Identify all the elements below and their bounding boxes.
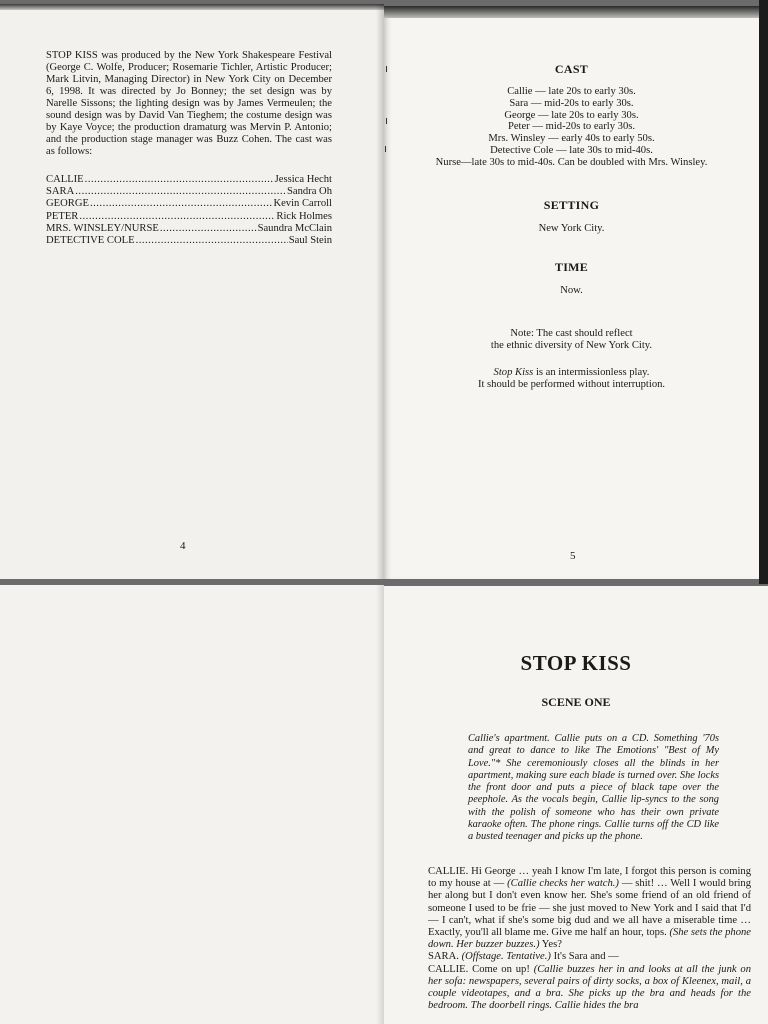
cast-description-line: Detective Cole — late 30s to mid-40s. bbox=[490, 144, 653, 156]
cast-role: GEORGE bbox=[46, 198, 89, 210]
dialogue-line bbox=[428, 951, 751, 963]
cast-role: PETER bbox=[46, 210, 79, 222]
cast-row bbox=[46, 235, 332, 247]
cast-row bbox=[46, 174, 332, 186]
book-page-4 bbox=[0, 4, 384, 579]
scan-edge bbox=[759, 0, 768, 584]
cast-role: CALLIE bbox=[46, 174, 84, 185]
speaker-name: CALLIE. bbox=[428, 866, 469, 877]
cast-description-line: Peter — mid-20s to early 30s. bbox=[507, 121, 636, 133]
cast-heading: CAST bbox=[554, 62, 589, 76]
page-gutter-shadow bbox=[376, 585, 384, 1024]
inline-stage-direction: (Offstage. Tentative.) bbox=[461, 951, 551, 963]
cast-description-line: Nurse—late 30s to mid-40s. Can be doubled with Mrs. Winsley. bbox=[435, 156, 708, 168]
inline-stage-direction: (Callie buzzes her in and looks at all the junk on her sofa: newspapers, several pairs of dirty socks, a box of Kleenex, mail, a couple videotapes, and a bra. She picks up the bra and heads for the bedroom. The doorbell rings. Callie hides the bra bbox=[428, 963, 751, 1012]
cast-role: MRS. WINSLEY/NURSE bbox=[46, 222, 159, 234]
cast-description-line: Mrs. Winsley — early 40s to early 50s. bbox=[488, 133, 655, 145]
book-page-7 bbox=[384, 586, 768, 1024]
cast-actor: Rick Holmes bbox=[276, 210, 332, 222]
play-title-italic: Stop Kiss bbox=[493, 367, 534, 378]
cast-row bbox=[46, 186, 332, 198]
leader-dots bbox=[90, 198, 272, 210]
play-title: STOP KISS bbox=[520, 651, 632, 675]
dialogue-line bbox=[428, 866, 751, 951]
cast-actor: Kevin Carroll bbox=[273, 198, 332, 210]
spoken-text: Hi George … yeah I know I'm late, I forgot this person is coming to my house at — bbox=[428, 866, 751, 890]
cast-description-line: George — late 20s to early 30s. bbox=[504, 109, 639, 121]
cast-row bbox=[46, 223, 332, 235]
cast-description-line: Sara — mid-20s to early 30s. bbox=[509, 97, 634, 109]
setting-heading: SETTING bbox=[543, 198, 600, 212]
dialogue-line bbox=[428, 964, 751, 1013]
intermission-note bbox=[384, 367, 759, 391]
spoken-text: Come on up! bbox=[468, 963, 534, 975]
page-number: 4 bbox=[180, 540, 186, 552]
diversity-note-line: the ethnic diversity of New York City. bbox=[490, 339, 653, 351]
page-top-edge bbox=[0, 4, 384, 10]
inline-stage-direction: (She sets the phone down. Her buzzer buzzes.) bbox=[428, 927, 752, 951]
leader-dots bbox=[75, 186, 286, 198]
cast-actor: Saul Stein bbox=[288, 235, 332, 247]
cast-row bbox=[46, 198, 332, 210]
cast-actor: Jessica Hecht bbox=[274, 174, 332, 185]
speaker-name: SARA. bbox=[428, 951, 459, 963]
page-gutter-shadow bbox=[376, 4, 384, 579]
diversity-note-line: Note: The cast should reflect bbox=[510, 328, 633, 339]
setting-text: New York City. bbox=[538, 223, 605, 234]
spoken-text: — shit! … Well I would bring her along but I don't even know her. She's some friend of an old friend of someone I used to be frie — she just moved to New York and I said that I'd — I can't, what if she's some big dud and we all have a miserable time … Exactly, you'll all blame me. Give me half an hour, tops. bbox=[428, 878, 752, 939]
spoken-text: Yes? bbox=[539, 939, 562, 951]
opening-stage-direction: Callie's apartment. Callie puts on a CD. Something '70s and great to dance to like The Emotions' "Best of My Love."* She ceremoniously closes all the blinds in her apartment, making sure each blade is turned over. She locks the front door and puts a piece of black tape over the peephole. As the vocals begin, Callie lip-syncs to the song with the polish of someone who has their own private karaoke often. The phone rings. Callie turns off the CD like a busted teenager and picks up the phone. bbox=[468, 733, 719, 843]
leader-dots bbox=[160, 223, 257, 235]
dialogue-block bbox=[428, 866, 751, 1012]
page-number: 5 bbox=[570, 550, 576, 562]
cast-actor: Saundra McClain bbox=[257, 222, 332, 234]
scene-heading: SCENE ONE bbox=[541, 695, 611, 709]
book-page-5 bbox=[384, 6, 759, 579]
cast-row bbox=[46, 211, 332, 223]
intermission-note-line: It should be performed without interruption. bbox=[477, 378, 666, 390]
original-cast-list bbox=[46, 174, 332, 247]
inline-stage-direction: (Callie checks her watch.) bbox=[507, 878, 619, 890]
diversity-note bbox=[384, 328, 759, 352]
leader-dots bbox=[136, 235, 288, 247]
page-top-edge bbox=[384, 6, 759, 18]
leader-dots bbox=[85, 174, 274, 186]
time-text: Now. bbox=[560, 285, 583, 296]
speaker-name: CALLIE. bbox=[428, 963, 469, 975]
production-note: STOP KISS was produced by the New York Shakespeare Festival (George C. Wolfe, Producer; Rosemarie Tichler, Artistic Producer; Mark Litvin, Managing Director) in New York City on December 6, 1998. It was directed by Jo Bonney; the set design was by Narelle Sissons; the lighting design was by James Vermeulen; the sound design was by David Van Tieghem; the costume design was by Kaye Voyce; the production dramaturg was Mervin P. Antonio; and the production stage manager was Buzz Cohen. The cast was as follows: bbox=[46, 50, 332, 157]
spoken-text: It's Sara and — bbox=[550, 951, 619, 963]
cast-role: DETECTIVE COLE bbox=[46, 235, 135, 247]
book-page-6-blank bbox=[0, 585, 384, 1024]
cast-role: SARA bbox=[46, 186, 75, 198]
time-heading: TIME bbox=[554, 260, 589, 274]
intermission-note-text: is an intermissionless play. bbox=[533, 367, 650, 378]
cast-description-list bbox=[384, 86, 759, 169]
leader-dots bbox=[79, 211, 275, 223]
cast-description-line: Callie — late 20s to early 30s. bbox=[507, 86, 636, 97]
cast-actor: Sandra Oh bbox=[286, 186, 332, 198]
